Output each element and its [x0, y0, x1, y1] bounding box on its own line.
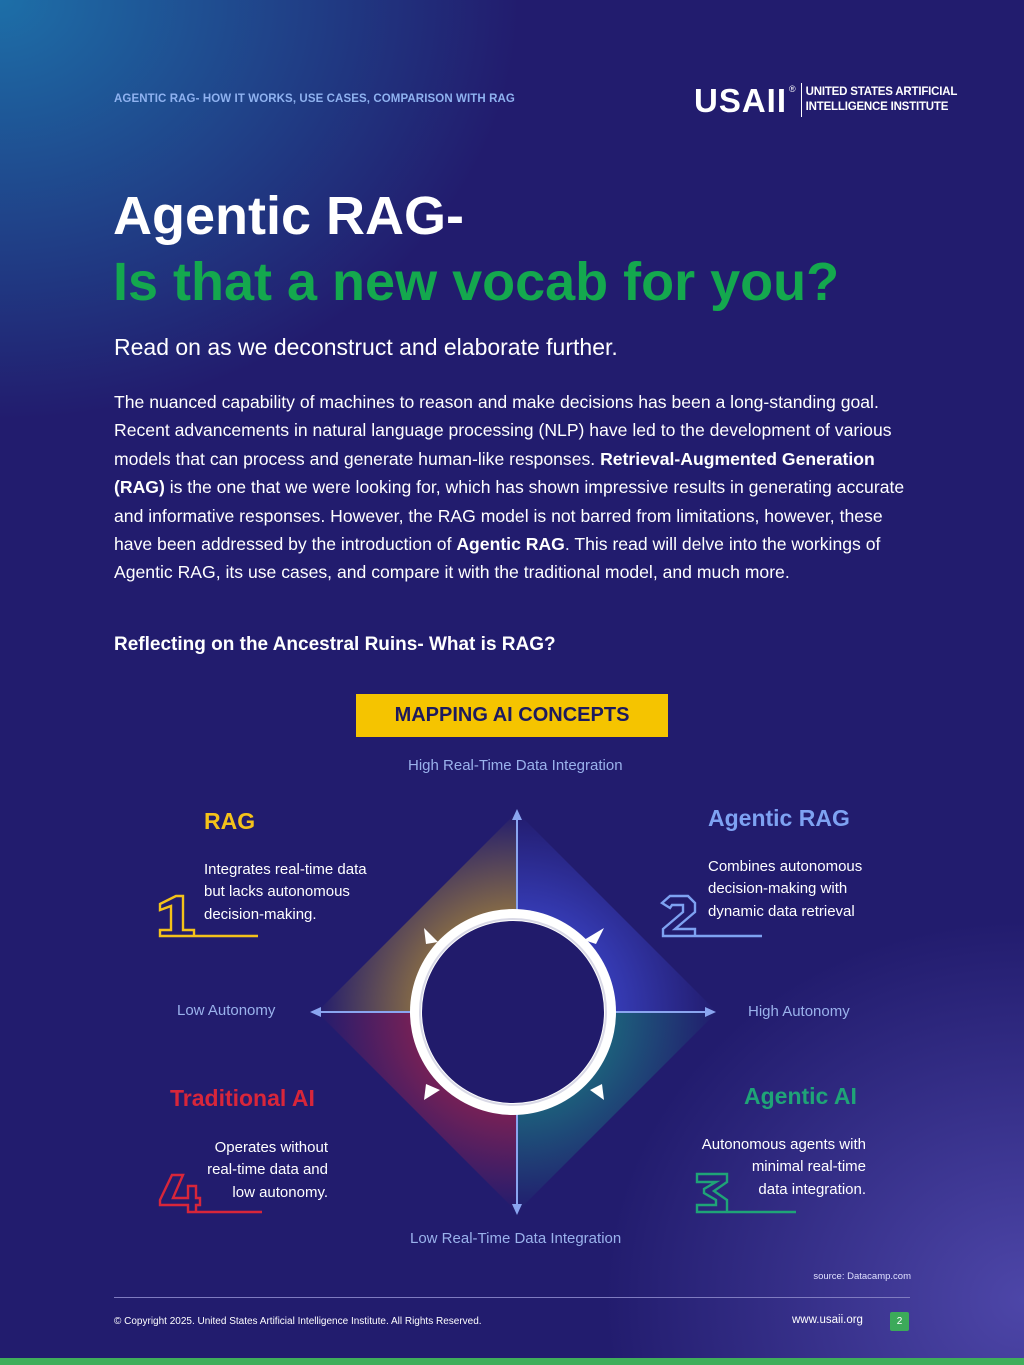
diagram-source: source: Datacamp.com: [813, 1271, 911, 1282]
desc-line: decision-making.: [204, 905, 317, 923]
arrow-down-icon: [512, 1204, 522, 1215]
page-title-line-2: Is that a new vocab for you?: [113, 252, 840, 312]
document-header-title: AGENTIC RAG- HOW IT WORKS, USE CASES, COMPARISON WITH RAG: [114, 93, 515, 105]
footer-divider: [114, 1297, 910, 1298]
desc-line: Operates without: [214, 1139, 328, 1156]
arrow-up-icon: [512, 809, 522, 820]
quadrant-title-traditional-ai: Traditional AI: [170, 1085, 315, 1111]
desc-line: minimal real-time: [751, 1158, 866, 1176]
axis-label-top: High Real-Time Data Integration: [408, 757, 623, 774]
desc-line: Combines autonomous: [708, 858, 863, 875]
quadrant-desc-agentic-rag: [708, 856, 862, 923]
logo-line-2: INTELLIGENCE INSTITUTE: [805, 101, 949, 113]
para-text-1: The nuanced capability of machines to reason and make decisions has been a long-standing goal. Recent advancements in natural language processing (NLP) have led to the development of various models that can process and generate human-like responses.: [114, 392, 892, 469]
section-subheading: Reflecting on the Ancestral Ruins- What is RAG?: [114, 634, 556, 655]
page-title-line-1: Agentic RAG-: [113, 186, 464, 246]
copyright-text: © Copyright 2025. United States Artificial Intelligence Institute. All Rights Reserved.: [114, 1316, 482, 1327]
desc-line: dynamic data retrieval: [708, 902, 855, 920]
para-text-2: is the one that we were looking for, which has shown impressive results in generating accurate and informative responses. However, the RAG model is not barred from limitations, however, these have been addressed by the introduction of: [114, 477, 905, 555]
quadrant-desc-rag: [204, 859, 367, 926]
desc-line: Autonomous agents with: [701, 1136, 866, 1153]
axis-label-left: Low Autonomy: [177, 1002, 276, 1019]
arrow-left-icon: [310, 1007, 321, 1017]
center-ring: [410, 909, 616, 1115]
quadrant-title-agentic-rag: Agentic RAG: [708, 805, 850, 831]
desc-line: decision-making with: [708, 880, 848, 898]
quadrant-title-rag: RAG: [204, 808, 256, 834]
logo-registered-mark: ®: [789, 84, 796, 94]
para-bold-rag: Retrieval-Augmented Generation (RAG): [114, 448, 875, 498]
desc-line: low autonomy.: [232, 1183, 328, 1201]
lead-text: Read on as we deconstruct and elaborate further.: [114, 334, 618, 360]
desc-line: data integration.: [758, 1180, 866, 1198]
para-text-3: . This read will delve into the workings of Agentic RAG, its use cases, and compare it with the traditional model, and much more.: [114, 534, 881, 583]
bottom-accent-bar: [0, 1358, 1024, 1365]
axis-label-bottom: Low Real-Time Data Integration: [410, 1230, 622, 1247]
para-bold-agentic-rag: Agentic RAG: [456, 534, 565, 555]
website-link[interactable]: www.usaii.org: [792, 1314, 863, 1326]
desc-line: Integrates real-time data: [204, 861, 367, 878]
desc-line: real-time data and: [207, 1161, 328, 1179]
quadrant-title-agentic-ai: Agentic AI: [744, 1083, 857, 1109]
logo-line-1: UNITED STATES ARTIFICIAL: [805, 86, 958, 98]
page-number-badge: 2: [890, 1312, 909, 1331]
quadrant-desc-traditional-ai: [158, 1137, 328, 1204]
axis-label-right: High Autonomy: [748, 1003, 850, 1020]
desc-line: but lacks autonomous: [204, 883, 350, 901]
quadrant-desc-agentic-ai: [680, 1134, 866, 1201]
logo-mark: USAII: [694, 81, 788, 119]
diagram-title-badge: MAPPING AI CONCEPTS: [356, 694, 668, 737]
